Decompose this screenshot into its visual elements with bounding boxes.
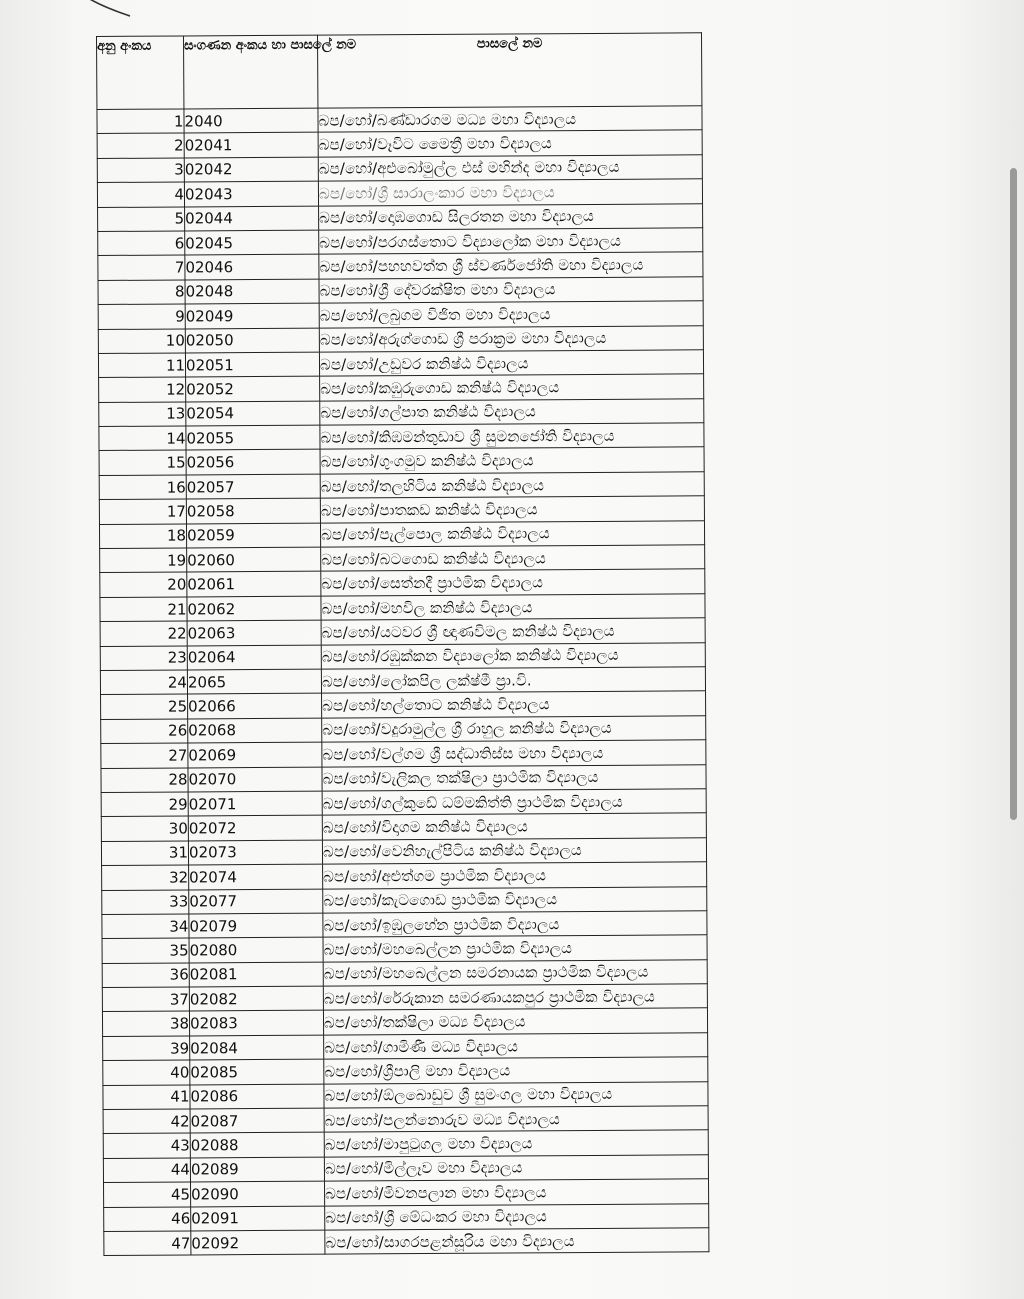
table-row xyxy=(102,862,707,890)
row-serial-number: 21 xyxy=(100,597,187,622)
row-school-name: බප/හෝ/ගාමිණී මධ්‍ය විද්‍යාලය xyxy=(324,1033,708,1060)
row-census-code: 02059 xyxy=(186,523,320,548)
row-school-name: බප/හෝ/ලබුගම විජිත මහා විද්‍යාලය xyxy=(319,301,703,328)
row-school-name: බප/හෝ/යටවර ශ්‍රී ඥාණවිමල කනිෂ්ඨ විද්‍යාලය xyxy=(321,618,705,645)
row-serial-number: 25 xyxy=(101,694,188,719)
row-census-code: 02088 xyxy=(190,1133,324,1158)
row-school-name: බප/හෝ/ඉඹුලහේන ප්‍රාථමික විද්‍යාලය xyxy=(323,911,707,938)
row-serial-number: 13 xyxy=(99,402,186,427)
row-serial-number: 16 xyxy=(99,475,186,500)
row-census-code: 02086 xyxy=(190,1084,324,1109)
row-serial-number: 35 xyxy=(102,938,189,963)
row-census-code: 02058 xyxy=(186,498,320,523)
row-serial-number: 39 xyxy=(103,1036,190,1061)
row-census-code: 02087 xyxy=(190,1108,324,1133)
row-serial-number: 31 xyxy=(101,841,188,866)
row-serial-number: 3 xyxy=(97,158,184,183)
row-school-name: බප/හෝ/රේරුකාන සමරණායකපුර ප්‍රාථමික විද්‍යාලය xyxy=(323,984,707,1011)
row-school-name: බප/හෝ/අළුත්ගම ප්‍රාථමික විද්‍යාලය xyxy=(323,862,707,889)
table-row xyxy=(103,1106,708,1134)
row-census-code: 02070 xyxy=(188,767,322,792)
table-row xyxy=(101,813,706,841)
row-serial-number: 30 xyxy=(101,816,188,841)
row-census-code: 2065 xyxy=(187,669,321,694)
row-census-code: 02072 xyxy=(188,815,322,840)
row-serial-number: 37 xyxy=(102,987,189,1012)
row-census-code: 02041 xyxy=(184,133,318,158)
row-census-code: 02063 xyxy=(187,620,321,645)
row-school-name: බප/හෝ/ශ්‍රී දේවරක්ෂිත මහා විද්‍යාලය xyxy=(319,277,703,304)
row-serial-number: 40 xyxy=(103,1060,190,1085)
row-census-code: 02085 xyxy=(190,1059,324,1084)
table-row xyxy=(101,789,706,817)
row-serial-number: 32 xyxy=(102,865,189,890)
table-row xyxy=(100,569,705,597)
row-serial-number: 17 xyxy=(99,499,186,524)
table-row xyxy=(99,447,704,475)
row-census-code: 02048 xyxy=(185,279,319,304)
row-serial-number: 27 xyxy=(101,743,188,768)
row-serial-number: 14 xyxy=(99,426,186,451)
row-census-code: 2040 xyxy=(184,108,318,133)
row-census-code: 02092 xyxy=(191,1230,325,1255)
table-row xyxy=(99,496,704,524)
table-row xyxy=(101,691,706,719)
row-serial-number: 12 xyxy=(99,377,186,402)
header-census-code: සංගණන අංකය හා පාසලේ නම xyxy=(184,35,318,109)
row-serial-number: 43 xyxy=(103,1133,190,1158)
row-school-name: බප/හෝ/වෙනිහැල්පිටිය කනිෂ්ඨ විද්‍යාලය xyxy=(322,838,706,865)
table-row xyxy=(103,1057,708,1085)
row-school-name: බප/හෝ/කඹුරුගොඩ කනිෂ්ඨ විද්‍යාලය xyxy=(320,374,704,401)
row-serial-number: 47 xyxy=(104,1231,191,1256)
row-school-name: බප/හෝ/වෑවිට මෛත්‍රී මහා විද්‍යාලය xyxy=(318,130,702,157)
row-school-name: බප/හෝ/රඹුක්කන විද්‍යාලෝක කනිෂ්ඨ විද්‍යාලය xyxy=(321,642,705,669)
row-serial-number: 34 xyxy=(102,914,189,939)
row-census-code: 02082 xyxy=(189,986,323,1011)
table-row xyxy=(99,520,704,548)
row-census-code: 02084 xyxy=(190,1035,324,1060)
row-school-name: බප/හෝ/හල්තොට කනිෂ්ඨ විද්‍යාලය xyxy=(322,691,706,718)
row-school-name: බප/හෝ/ශ්‍රී මේධංකර මහා විද්‍යාලය xyxy=(325,1203,709,1230)
row-serial-number: 19 xyxy=(100,548,187,573)
row-census-code: 02064 xyxy=(187,645,321,670)
row-school-name: බප/හෝ/දොඹගොඩ සිලරතන මහා විද්‍යාලය xyxy=(319,203,703,230)
row-census-code: 02069 xyxy=(188,742,322,767)
row-census-code: 02050 xyxy=(185,328,319,353)
row-school-name: බප/හෝ/පරගස්තොට විද්‍යාලෝක මහා විද්‍යාලය xyxy=(319,228,703,255)
table-row xyxy=(99,472,704,500)
row-census-code: 02079 xyxy=(189,913,323,938)
scrollbar-thumb[interactable] xyxy=(1010,168,1017,820)
row-serial-number: 20 xyxy=(100,572,187,597)
row-school-name: බප/හෝ/මහබෙල්ලන සමරනායක ප්‍රාථමික විද්‍යාලය xyxy=(323,959,707,986)
table-row xyxy=(100,642,705,670)
row-school-name: බප/හෝ/තලහිටිය කනිෂ්ඨ විද්‍යාලය xyxy=(320,472,704,499)
table-row xyxy=(102,886,707,914)
row-serial-number: 18 xyxy=(99,524,186,549)
row-school-name: බප/හෝ/බණ්ඩාරගම මධ්‍ය මහා විද්‍යාලය xyxy=(318,106,702,133)
row-serial-number: 4 xyxy=(97,182,184,207)
row-census-code: 02077 xyxy=(189,889,323,914)
row-serial-number: 38 xyxy=(102,1011,189,1036)
row-serial-number: 2 xyxy=(97,133,184,158)
table-body xyxy=(97,106,709,1256)
table-row xyxy=(102,1008,707,1036)
header-school-name: පාසලේ නම xyxy=(317,33,701,108)
table-row xyxy=(102,984,707,1012)
table-row xyxy=(97,155,702,183)
row-school-name: බප/හෝ/ගුංගමුව කනිෂ්ඨ විද්‍යාලය xyxy=(320,447,704,474)
row-school-name: බප/හෝ/ලෝකපිල ලක්ෂ්මී ප්‍රා.වි. xyxy=(321,667,705,694)
row-school-name: බප/හෝ/පලන්නොරුව මධ්‍ය විද්‍යාලය xyxy=(324,1106,708,1133)
row-school-name: බප/හෝ/සෙත්නදී ප්‍රාථමික විද්‍යාලය xyxy=(321,569,705,596)
row-serial-number: 29 xyxy=(101,792,188,817)
table-row xyxy=(99,398,704,426)
row-census-code: 02071 xyxy=(188,791,322,816)
row-census-code: 02049 xyxy=(185,303,319,328)
table-row xyxy=(99,423,704,451)
row-school-name: බප/හෝ/ශ්‍රීපාලි මහා විද්‍යාලය xyxy=(324,1057,708,1084)
table-row xyxy=(100,618,705,646)
row-census-code: 02042 xyxy=(184,157,318,182)
row-census-code: 02091 xyxy=(191,1206,325,1231)
row-serial-number: 9 xyxy=(98,304,185,329)
table-row xyxy=(98,252,703,280)
row-serial-number: 15 xyxy=(99,450,186,475)
row-census-code: 02051 xyxy=(185,352,319,377)
row-school-name: බප/හෝ/පැල්පොල කනිෂ්ඨ විද්‍යාලය xyxy=(320,520,704,547)
row-school-name: බප/හෝ/මහබෙල්ලන ප්‍රාථමික විද්‍යාලය xyxy=(323,935,707,962)
row-census-code: 02052 xyxy=(186,376,320,401)
table-row xyxy=(103,1155,708,1183)
table-row xyxy=(99,374,704,402)
table-row xyxy=(100,594,705,622)
row-census-code: 02080 xyxy=(189,937,323,962)
row-serial-number: 44 xyxy=(103,1158,190,1183)
row-school-name: බප/හෝ/වැලිකල තක්ෂිලා ප්‍රාථමික විද්‍යාලය xyxy=(322,764,706,791)
school-list-table xyxy=(96,32,709,1256)
table-row xyxy=(98,203,703,231)
row-census-code: 02060 xyxy=(187,547,321,572)
pen-stroke-mark xyxy=(86,0,136,18)
row-serial-number: 22 xyxy=(100,621,187,646)
row-school-name: බප/හෝ/ගල්කුඩේ ධම්මකිත්ති ප්‍රාථමික විද්‍යාලය xyxy=(322,789,706,816)
row-school-name: බප/හෝ/අරුග්ගොඩ ශ්‍රී පරාක්‍රම මහා විද්‍යාලය xyxy=(319,325,703,352)
row-serial-number: 10 xyxy=(98,328,185,353)
table-row xyxy=(102,911,707,939)
row-school-name: බප/හෝ/වල්ගම ශ්‍රී සද්ධාතිස්ස මහා විද්‍යාලය xyxy=(322,740,706,767)
table-row xyxy=(97,106,702,134)
row-school-name: බප/හෝ/මහවිල කනිෂ්ඨ විද්‍යාලය xyxy=(321,594,705,621)
table-row xyxy=(98,228,703,256)
row-school-name: බප/හෝ/ශ්‍රී සාරාලංකාර මහා විද්‍යාලය xyxy=(318,179,702,206)
row-serial-number: 11 xyxy=(98,353,185,378)
table-row xyxy=(97,179,702,207)
row-serial-number: 5 xyxy=(98,207,185,232)
row-census-code: 02055 xyxy=(186,425,320,450)
row-serial-number: 33 xyxy=(102,889,189,914)
row-school-name: බප/හෝ/කැටගොඩ ප්‍රාථමික විද්‍යාලය xyxy=(323,886,707,913)
table-row xyxy=(101,740,706,768)
row-serial-number: 45 xyxy=(104,1182,191,1207)
row-serial-number: 23 xyxy=(100,646,187,671)
row-school-name: බප/හෝ/සාගරපළන්සූරිය මහා විද්‍යාලය xyxy=(325,1228,709,1255)
table-row xyxy=(104,1179,709,1207)
row-school-name: බප/හෝ/මාපුටුගල මහා විද්‍යාලය xyxy=(324,1130,708,1157)
row-school-name: බප/හෝ/අළුබෝමුල්ල එස් මහින්ද මහා විද්‍යාලය xyxy=(318,155,702,182)
row-school-name: බප/හෝ/මිල්ලෑව මහා විද්‍යාලය xyxy=(324,1155,708,1182)
row-census-code: 02044 xyxy=(185,206,319,231)
row-serial-number: 1 xyxy=(97,109,184,134)
row-census-code: 02083 xyxy=(189,1011,323,1036)
table-row xyxy=(101,764,706,792)
row-census-code: 02056 xyxy=(186,450,320,475)
table-row xyxy=(103,1033,708,1061)
row-census-code: 02057 xyxy=(186,474,320,499)
table-row xyxy=(102,935,707,963)
table-row xyxy=(101,716,706,744)
table-row xyxy=(98,325,703,353)
row-census-code: 02054 xyxy=(186,401,320,426)
row-census-code: 02073 xyxy=(188,840,322,865)
row-census-code: 02045 xyxy=(185,230,319,255)
row-serial-number: 8 xyxy=(98,280,185,305)
row-census-code: 02081 xyxy=(189,962,323,987)
row-school-name: බප/හෝ/ඕලබොඩුව ශ්‍රී සුමංගල මහා විද්‍යාලය xyxy=(324,1081,708,1108)
row-school-name: බප/හෝ/තක්ෂිලා මධ්‍ය විද්‍යාලය xyxy=(323,1008,707,1035)
table-row xyxy=(101,838,706,866)
row-serial-number: 41 xyxy=(103,1085,190,1110)
row-serial-number: 46 xyxy=(104,1207,191,1232)
row-census-code: 02074 xyxy=(189,864,323,889)
table-row xyxy=(98,277,703,305)
row-serial-number: 7 xyxy=(98,255,185,280)
row-school-name: බප/හෝ/ගල්පාත කනිෂ්ඨ විද්‍යාලය xyxy=(320,398,704,425)
table-row xyxy=(100,667,705,695)
table-header-row xyxy=(97,33,702,110)
table-row xyxy=(98,301,703,329)
row-census-code: 02066 xyxy=(188,694,322,719)
row-serial-number: 42 xyxy=(103,1109,190,1134)
row-serial-number: 28 xyxy=(101,767,188,792)
row-serial-number: 36 xyxy=(102,963,189,988)
row-census-code: 02061 xyxy=(187,572,321,597)
table-row xyxy=(104,1203,709,1231)
row-school-name: බප/හෝ/බටගොඩ කනිෂ්ඨ විද්‍යාලය xyxy=(321,545,705,572)
row-school-name: බප/හෝ/කිඹමන්තුඩාව ශ්‍රී සුමනජෝති විද්‍යාලය xyxy=(320,423,704,450)
row-census-code: 02043 xyxy=(184,181,318,206)
row-census-code: 02046 xyxy=(185,254,319,279)
table-row xyxy=(98,350,703,378)
row-census-code: 02089 xyxy=(190,1157,324,1182)
table-row xyxy=(97,130,702,158)
row-census-code: 02090 xyxy=(191,1181,325,1206)
row-school-name: බප/හෝ/පාතකඩ කනිෂ්ඨ විද්‍යාලය xyxy=(320,496,704,523)
row-school-name: බප/හෝ/වදුරාමුල්ල ශ්‍රී රාහුල කනිෂ්ඨ විද්‍යාලය xyxy=(322,716,706,743)
row-school-name: බප/හෝ/උඩුවර කනිෂ්ඨ විද්‍යාලය xyxy=(319,350,703,377)
header-serial-number: අනු අංකය xyxy=(97,36,184,110)
row-school-name: බප/හෝ/මිවනපලාන මහා විද්‍යාලය xyxy=(325,1179,709,1206)
row-school-name: බප/හෝ/පහහවත්ත ශ්‍රී ස්වර්ණජෝති මහා විද්‍යාලය xyxy=(319,252,703,279)
row-serial-number: 24 xyxy=(100,670,187,695)
table-row xyxy=(104,1228,709,1256)
row-census-code: 02062 xyxy=(187,596,321,621)
row-school-name: බප/හෝ/විදාගම කනිෂ්ඨ විද්‍යාලය xyxy=(322,813,706,840)
table-row xyxy=(103,1081,708,1109)
table-row xyxy=(100,545,705,573)
row-serial-number: 26 xyxy=(101,719,188,744)
row-serial-number: 6 xyxy=(98,231,185,256)
table-row xyxy=(102,959,707,987)
row-census-code: 02068 xyxy=(188,718,322,743)
table-row xyxy=(103,1130,708,1158)
